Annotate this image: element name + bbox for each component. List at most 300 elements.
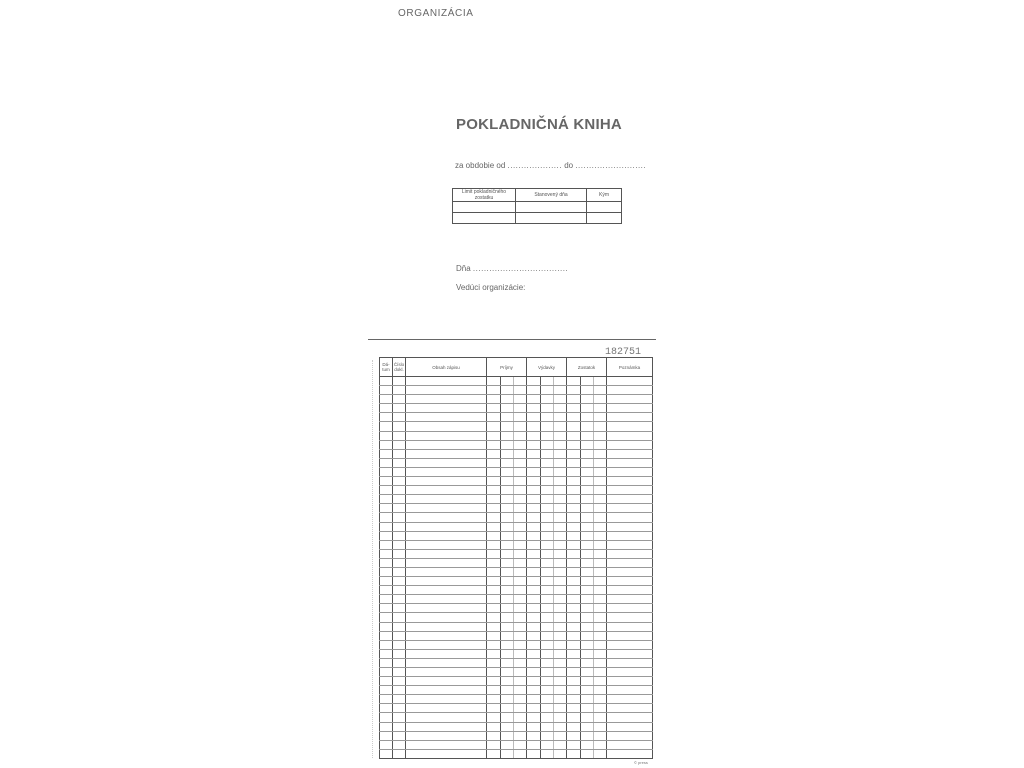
income-cell[interactable] bbox=[501, 440, 514, 449]
balance-cell[interactable] bbox=[581, 477, 594, 486]
note-cell[interactable] bbox=[607, 495, 653, 504]
income-cell[interactable] bbox=[514, 668, 527, 677]
income-cell[interactable] bbox=[514, 622, 527, 631]
balance-cell[interactable] bbox=[594, 722, 607, 731]
note-cell[interactable] bbox=[607, 567, 653, 576]
date-cell[interactable] bbox=[380, 713, 393, 722]
expense-cell[interactable] bbox=[554, 740, 567, 749]
doc-number-cell[interactable] bbox=[393, 586, 406, 595]
balance-cell[interactable] bbox=[581, 567, 594, 576]
date-cell[interactable] bbox=[380, 640, 393, 649]
income-cell[interactable] bbox=[514, 549, 527, 558]
income-cell[interactable] bbox=[501, 449, 514, 458]
balance-cell[interactable] bbox=[594, 622, 607, 631]
note-cell[interactable] bbox=[607, 658, 653, 667]
income-cell[interactable] bbox=[501, 504, 514, 513]
balance-cell[interactable] bbox=[581, 713, 594, 722]
expense-cell[interactable] bbox=[527, 458, 541, 467]
balance-cell[interactable] bbox=[567, 558, 581, 567]
doc-number-cell[interactable] bbox=[393, 631, 406, 640]
doc-number-cell[interactable] bbox=[393, 577, 406, 586]
date-cell[interactable] bbox=[380, 431, 393, 440]
expense-cell[interactable] bbox=[541, 668, 554, 677]
balance-cell[interactable] bbox=[594, 449, 607, 458]
doc-number-cell[interactable] bbox=[393, 513, 406, 522]
balance-cell[interactable] bbox=[581, 413, 594, 422]
expense-cell[interactable] bbox=[554, 458, 567, 467]
balance-cell[interactable] bbox=[567, 586, 581, 595]
income-cell[interactable] bbox=[501, 458, 514, 467]
balance-cell[interactable] bbox=[581, 749, 594, 758]
income-cell[interactable] bbox=[501, 467, 514, 476]
balance-cell[interactable] bbox=[567, 686, 581, 695]
balance-cell[interactable] bbox=[567, 577, 581, 586]
income-cell[interactable] bbox=[487, 668, 501, 677]
income-cell[interactable] bbox=[501, 622, 514, 631]
note-cell[interactable] bbox=[607, 531, 653, 540]
income-cell[interactable] bbox=[487, 377, 501, 386]
income-cell[interactable] bbox=[501, 495, 514, 504]
income-cell[interactable] bbox=[514, 677, 527, 686]
balance-cell[interactable] bbox=[594, 668, 607, 677]
income-cell[interactable] bbox=[487, 513, 501, 522]
expense-cell[interactable] bbox=[527, 749, 541, 758]
set-date-cell[interactable] bbox=[516, 213, 587, 224]
note-cell[interactable] bbox=[607, 731, 653, 740]
doc-number-cell[interactable] bbox=[393, 440, 406, 449]
income-cell[interactable] bbox=[514, 440, 527, 449]
balance-cell[interactable] bbox=[594, 677, 607, 686]
income-cell[interactable] bbox=[514, 431, 527, 440]
date-cell[interactable] bbox=[380, 504, 393, 513]
income-cell[interactable] bbox=[501, 658, 514, 667]
entry-cell[interactable] bbox=[406, 440, 487, 449]
balance-cell[interactable] bbox=[594, 649, 607, 658]
doc-number-cell[interactable] bbox=[393, 658, 406, 667]
balance-cell[interactable] bbox=[594, 458, 607, 467]
note-cell[interactable] bbox=[607, 613, 653, 622]
income-cell[interactable] bbox=[501, 713, 514, 722]
expense-cell[interactable] bbox=[541, 704, 554, 713]
balance-cell[interactable] bbox=[594, 613, 607, 622]
note-cell[interactable] bbox=[607, 677, 653, 686]
note-cell[interactable] bbox=[607, 722, 653, 731]
balance-cell[interactable] bbox=[594, 413, 607, 422]
entry-cell[interactable] bbox=[406, 549, 487, 558]
date-cell[interactable] bbox=[380, 395, 393, 404]
date-cell[interactable] bbox=[380, 449, 393, 458]
date-cell[interactable] bbox=[380, 522, 393, 531]
expense-cell[interactable] bbox=[541, 731, 554, 740]
balance-cell[interactable] bbox=[594, 377, 607, 386]
expense-cell[interactable] bbox=[541, 404, 554, 413]
balance-cell[interactable] bbox=[594, 640, 607, 649]
balance-cell[interactable] bbox=[567, 658, 581, 667]
expense-cell[interactable] bbox=[541, 595, 554, 604]
balance-cell[interactable] bbox=[567, 740, 581, 749]
expense-cell[interactable] bbox=[541, 622, 554, 631]
expense-cell[interactable] bbox=[527, 622, 541, 631]
balance-cell[interactable] bbox=[581, 495, 594, 504]
income-cell[interactable] bbox=[487, 431, 501, 440]
income-cell[interactable] bbox=[514, 631, 527, 640]
balance-cell[interactable] bbox=[581, 395, 594, 404]
expense-cell[interactable] bbox=[527, 567, 541, 576]
entry-cell[interactable] bbox=[406, 540, 487, 549]
expense-cell[interactable] bbox=[554, 495, 567, 504]
entry-cell[interactable] bbox=[406, 631, 487, 640]
entry-cell[interactable] bbox=[406, 495, 487, 504]
expense-cell[interactable] bbox=[527, 540, 541, 549]
expense-cell[interactable] bbox=[554, 613, 567, 622]
balance-cell[interactable] bbox=[567, 631, 581, 640]
entry-cell[interactable] bbox=[406, 677, 487, 686]
income-cell[interactable] bbox=[487, 640, 501, 649]
expense-cell[interactable] bbox=[554, 540, 567, 549]
expense-cell[interactable] bbox=[541, 504, 554, 513]
balance-cell[interactable] bbox=[581, 458, 594, 467]
income-cell[interactable] bbox=[514, 704, 527, 713]
expense-cell[interactable] bbox=[554, 749, 567, 758]
entry-cell[interactable] bbox=[406, 722, 487, 731]
entry-cell[interactable] bbox=[406, 413, 487, 422]
income-cell[interactable] bbox=[501, 477, 514, 486]
balance-cell[interactable] bbox=[581, 731, 594, 740]
expense-cell[interactable] bbox=[554, 467, 567, 476]
by-whom-cell[interactable] bbox=[587, 202, 622, 213]
entry-cell[interactable] bbox=[406, 504, 487, 513]
balance-cell[interactable] bbox=[594, 567, 607, 576]
income-cell[interactable] bbox=[514, 558, 527, 567]
income-cell[interactable] bbox=[487, 631, 501, 640]
expense-cell[interactable] bbox=[554, 595, 567, 604]
balance-cell[interactable] bbox=[567, 567, 581, 576]
income-cell[interactable] bbox=[501, 586, 514, 595]
balance-cell[interactable] bbox=[594, 713, 607, 722]
entry-cell[interactable] bbox=[406, 604, 487, 613]
income-cell[interactable] bbox=[501, 422, 514, 431]
doc-number-cell[interactable] bbox=[393, 622, 406, 631]
expense-cell[interactable] bbox=[527, 613, 541, 622]
income-cell[interactable] bbox=[501, 595, 514, 604]
income-cell[interactable] bbox=[514, 749, 527, 758]
entry-cell[interactable] bbox=[406, 477, 487, 486]
expense-cell[interactable] bbox=[554, 395, 567, 404]
balance-cell[interactable] bbox=[567, 395, 581, 404]
income-cell[interactable] bbox=[487, 477, 501, 486]
income-cell[interactable] bbox=[487, 613, 501, 622]
balance-cell[interactable] bbox=[567, 640, 581, 649]
expense-cell[interactable] bbox=[541, 422, 554, 431]
doc-number-cell[interactable] bbox=[393, 649, 406, 658]
doc-number-cell[interactable] bbox=[393, 740, 406, 749]
income-cell[interactable] bbox=[487, 486, 501, 495]
income-cell[interactable] bbox=[514, 658, 527, 667]
entry-cell[interactable] bbox=[406, 386, 487, 395]
balance-cell[interactable] bbox=[567, 495, 581, 504]
entry-cell[interactable] bbox=[406, 749, 487, 758]
expense-cell[interactable] bbox=[554, 531, 567, 540]
doc-number-cell[interactable] bbox=[393, 558, 406, 567]
date-cell[interactable] bbox=[380, 722, 393, 731]
period-from-field[interactable]: .................... bbox=[507, 161, 562, 170]
expense-cell[interactable] bbox=[527, 467, 541, 476]
doc-number-cell[interactable] bbox=[393, 458, 406, 467]
income-cell[interactable] bbox=[501, 486, 514, 495]
entry-cell[interactable] bbox=[406, 686, 487, 695]
income-cell[interactable] bbox=[514, 577, 527, 586]
expense-cell[interactable] bbox=[527, 722, 541, 731]
income-cell[interactable] bbox=[501, 540, 514, 549]
note-cell[interactable] bbox=[607, 513, 653, 522]
date-cell[interactable] bbox=[380, 477, 393, 486]
entry-cell[interactable] bbox=[406, 731, 487, 740]
doc-number-cell[interactable] bbox=[393, 595, 406, 604]
income-cell[interactable] bbox=[514, 458, 527, 467]
expense-cell[interactable] bbox=[541, 395, 554, 404]
doc-number-cell[interactable] bbox=[393, 549, 406, 558]
expense-cell[interactable] bbox=[554, 604, 567, 613]
balance-cell[interactable] bbox=[567, 695, 581, 704]
expense-cell[interactable] bbox=[527, 504, 541, 513]
note-cell[interactable] bbox=[607, 440, 653, 449]
doc-number-cell[interactable] bbox=[393, 413, 406, 422]
expense-cell[interactable] bbox=[554, 577, 567, 586]
entry-cell[interactable] bbox=[406, 740, 487, 749]
balance-cell[interactable] bbox=[594, 513, 607, 522]
income-cell[interactable] bbox=[501, 604, 514, 613]
note-cell[interactable] bbox=[607, 577, 653, 586]
expense-cell[interactable] bbox=[527, 649, 541, 658]
date-cell[interactable] bbox=[380, 658, 393, 667]
doc-number-cell[interactable] bbox=[393, 449, 406, 458]
entry-cell[interactable] bbox=[406, 695, 487, 704]
balance-cell[interactable] bbox=[594, 386, 607, 395]
balance-cell[interactable] bbox=[594, 422, 607, 431]
date-cell[interactable] bbox=[380, 513, 393, 522]
expense-cell[interactable] bbox=[527, 440, 541, 449]
doc-number-cell[interactable] bbox=[393, 704, 406, 713]
balance-cell[interactable] bbox=[567, 668, 581, 677]
expense-cell[interactable] bbox=[554, 513, 567, 522]
entry-cell[interactable] bbox=[406, 531, 487, 540]
income-cell[interactable] bbox=[487, 722, 501, 731]
balance-cell[interactable] bbox=[567, 731, 581, 740]
expense-cell[interactable] bbox=[554, 549, 567, 558]
balance-cell[interactable] bbox=[567, 522, 581, 531]
balance-cell[interactable] bbox=[594, 586, 607, 595]
expense-cell[interactable] bbox=[554, 640, 567, 649]
expense-cell[interactable] bbox=[527, 513, 541, 522]
balance-cell[interactable] bbox=[581, 722, 594, 731]
balance-cell[interactable] bbox=[567, 604, 581, 613]
income-cell[interactable] bbox=[514, 467, 527, 476]
balance-cell[interactable] bbox=[567, 413, 581, 422]
doc-number-cell[interactable] bbox=[393, 431, 406, 440]
income-cell[interactable] bbox=[501, 613, 514, 622]
income-cell[interactable] bbox=[501, 404, 514, 413]
income-cell[interactable] bbox=[514, 740, 527, 749]
balance-cell[interactable] bbox=[567, 440, 581, 449]
income-cell[interactable] bbox=[487, 386, 501, 395]
entry-cell[interactable] bbox=[406, 640, 487, 649]
date-cell[interactable] bbox=[380, 495, 393, 504]
expense-cell[interactable] bbox=[554, 677, 567, 686]
balance-cell[interactable] bbox=[594, 558, 607, 567]
income-cell[interactable] bbox=[514, 531, 527, 540]
balance-cell[interactable] bbox=[581, 640, 594, 649]
balance-cell[interactable] bbox=[567, 595, 581, 604]
balance-cell[interactable] bbox=[567, 677, 581, 686]
income-cell[interactable] bbox=[487, 522, 501, 531]
balance-cell[interactable] bbox=[567, 622, 581, 631]
income-cell[interactable] bbox=[514, 649, 527, 658]
income-cell[interactable] bbox=[487, 749, 501, 758]
doc-number-cell[interactable] bbox=[393, 677, 406, 686]
doc-number-cell[interactable] bbox=[393, 713, 406, 722]
expense-cell[interactable] bbox=[554, 704, 567, 713]
income-cell[interactable] bbox=[514, 377, 527, 386]
income-cell[interactable] bbox=[501, 740, 514, 749]
income-cell[interactable] bbox=[487, 622, 501, 631]
balance-cell[interactable] bbox=[567, 513, 581, 522]
expense-cell[interactable] bbox=[554, 731, 567, 740]
date-cell[interactable] bbox=[380, 486, 393, 495]
doc-number-cell[interactable] bbox=[393, 722, 406, 731]
entry-cell[interactable] bbox=[406, 513, 487, 522]
doc-number-cell[interactable] bbox=[393, 422, 406, 431]
balance-cell[interactable] bbox=[581, 386, 594, 395]
income-cell[interactable] bbox=[501, 522, 514, 531]
date-cell[interactable] bbox=[380, 668, 393, 677]
expense-cell[interactable] bbox=[554, 713, 567, 722]
doc-number-cell[interactable] bbox=[393, 540, 406, 549]
balance-cell[interactable] bbox=[581, 704, 594, 713]
income-cell[interactable] bbox=[514, 486, 527, 495]
expense-cell[interactable] bbox=[541, 740, 554, 749]
note-cell[interactable] bbox=[607, 713, 653, 722]
balance-cell[interactable] bbox=[581, 549, 594, 558]
expense-cell[interactable] bbox=[527, 549, 541, 558]
expense-cell[interactable] bbox=[541, 686, 554, 695]
expense-cell[interactable] bbox=[541, 486, 554, 495]
expense-cell[interactable] bbox=[541, 531, 554, 540]
income-cell[interactable] bbox=[514, 640, 527, 649]
date-cell[interactable] bbox=[380, 413, 393, 422]
expense-cell[interactable] bbox=[527, 677, 541, 686]
balance-cell[interactable] bbox=[581, 440, 594, 449]
expense-cell[interactable] bbox=[541, 567, 554, 576]
balance-cell[interactable] bbox=[581, 467, 594, 476]
expense-cell[interactable] bbox=[541, 467, 554, 476]
income-cell[interactable] bbox=[487, 495, 501, 504]
note-cell[interactable] bbox=[607, 549, 653, 558]
income-cell[interactable] bbox=[487, 595, 501, 604]
balance-cell[interactable] bbox=[594, 431, 607, 440]
balance-cell[interactable] bbox=[581, 677, 594, 686]
income-cell[interactable] bbox=[514, 495, 527, 504]
expense-cell[interactable] bbox=[541, 540, 554, 549]
date-cell[interactable] bbox=[380, 577, 393, 586]
entry-cell[interactable] bbox=[406, 704, 487, 713]
note-cell[interactable] bbox=[607, 431, 653, 440]
note-cell[interactable] bbox=[607, 649, 653, 658]
balance-cell[interactable] bbox=[567, 531, 581, 540]
doc-number-cell[interactable] bbox=[393, 467, 406, 476]
balance-cell[interactable] bbox=[567, 386, 581, 395]
note-cell[interactable] bbox=[607, 604, 653, 613]
income-cell[interactable] bbox=[514, 513, 527, 522]
doc-number-cell[interactable] bbox=[393, 695, 406, 704]
expense-cell[interactable] bbox=[554, 586, 567, 595]
income-cell[interactable] bbox=[501, 649, 514, 658]
balance-cell[interactable] bbox=[594, 395, 607, 404]
entry-cell[interactable] bbox=[406, 586, 487, 595]
note-cell[interactable] bbox=[607, 631, 653, 640]
balance-cell[interactable] bbox=[594, 631, 607, 640]
entry-cell[interactable] bbox=[406, 713, 487, 722]
income-cell[interactable] bbox=[514, 686, 527, 695]
date-cell[interactable] bbox=[380, 558, 393, 567]
income-cell[interactable] bbox=[487, 404, 501, 413]
balance-cell[interactable] bbox=[567, 540, 581, 549]
balance-cell[interactable] bbox=[567, 422, 581, 431]
date-field[interactable]: ................................... bbox=[472, 264, 569, 273]
income-cell[interactable] bbox=[487, 467, 501, 476]
balance-cell[interactable] bbox=[581, 658, 594, 667]
expense-cell[interactable] bbox=[527, 422, 541, 431]
doc-number-cell[interactable] bbox=[393, 686, 406, 695]
income-cell[interactable] bbox=[501, 631, 514, 640]
note-cell[interactable] bbox=[607, 558, 653, 567]
income-cell[interactable] bbox=[514, 386, 527, 395]
entry-cell[interactable] bbox=[406, 467, 487, 476]
expense-cell[interactable] bbox=[541, 749, 554, 758]
expense-cell[interactable] bbox=[527, 495, 541, 504]
expense-cell[interactable] bbox=[554, 558, 567, 567]
date-cell[interactable] bbox=[380, 677, 393, 686]
doc-number-cell[interactable] bbox=[393, 395, 406, 404]
balance-cell[interactable] bbox=[594, 604, 607, 613]
balance-cell[interactable] bbox=[567, 749, 581, 758]
expense-cell[interactable] bbox=[541, 549, 554, 558]
date-cell[interactable] bbox=[380, 631, 393, 640]
entry-cell[interactable] bbox=[406, 595, 487, 604]
expense-cell[interactable] bbox=[541, 713, 554, 722]
income-cell[interactable] bbox=[501, 549, 514, 558]
expense-cell[interactable] bbox=[527, 413, 541, 422]
expense-cell[interactable] bbox=[541, 440, 554, 449]
note-cell[interactable] bbox=[607, 704, 653, 713]
date-cell[interactable] bbox=[380, 731, 393, 740]
balance-cell[interactable] bbox=[581, 622, 594, 631]
balance-cell[interactable] bbox=[581, 504, 594, 513]
income-cell[interactable] bbox=[501, 558, 514, 567]
income-cell[interactable] bbox=[514, 722, 527, 731]
expense-cell[interactable] bbox=[554, 486, 567, 495]
entry-cell[interactable] bbox=[406, 377, 487, 386]
balance-cell[interactable] bbox=[567, 404, 581, 413]
expense-cell[interactable] bbox=[541, 513, 554, 522]
income-cell[interactable] bbox=[514, 413, 527, 422]
income-cell[interactable] bbox=[514, 522, 527, 531]
expense-cell[interactable] bbox=[554, 431, 567, 440]
income-cell[interactable] bbox=[487, 577, 501, 586]
expense-cell[interactable] bbox=[527, 695, 541, 704]
income-cell[interactable] bbox=[501, 640, 514, 649]
balance-cell[interactable] bbox=[567, 649, 581, 658]
date-cell[interactable] bbox=[380, 531, 393, 540]
